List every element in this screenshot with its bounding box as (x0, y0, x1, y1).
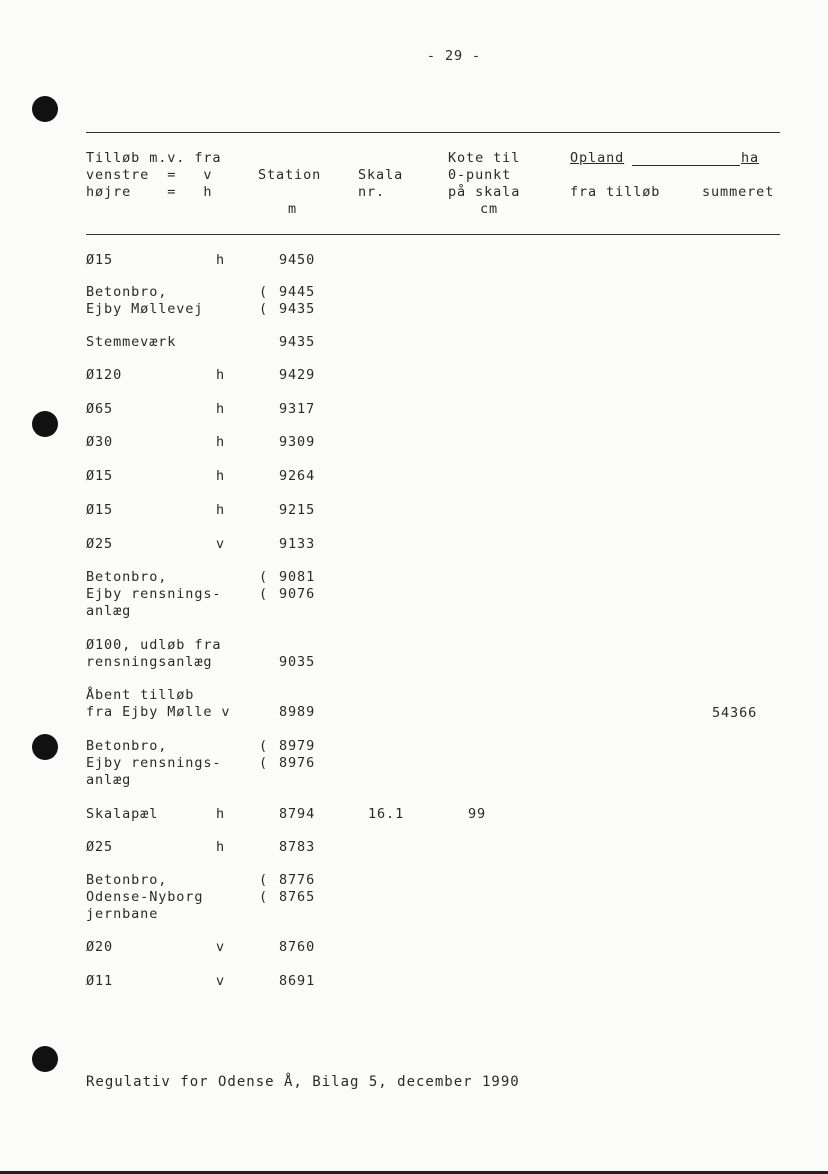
row-name: Åbent tilløb fra Ejby Mølle v (86, 687, 231, 720)
row-paren: ( ( (259, 738, 269, 771)
row-side: h (216, 434, 226, 450)
header-top-rule (86, 132, 780, 133)
row-name: Betonbro, Ejby rensnings- anlæg (86, 738, 222, 788)
row-name: Ø20 (86, 939, 114, 955)
header-opland: Opland (570, 150, 625, 166)
row-skala: 16.1 (368, 806, 405, 822)
row-name: Ø30 (86, 434, 114, 450)
row-station: 9215 (279, 502, 316, 518)
row-station: 9445 9435 (279, 284, 316, 317)
row-side: h (216, 806, 226, 822)
row-name: Ø25 (86, 536, 114, 552)
header-kote: Kote til 0-punkt på skala (448, 150, 521, 200)
row-side: h (216, 839, 226, 855)
row-name: Ø25 (86, 839, 114, 855)
row-name: Stemmeværk (86, 334, 177, 350)
row-paren: ( ( (259, 872, 269, 905)
row-name: Ø15 (86, 468, 114, 484)
row-station: 8776 8765 (279, 872, 316, 905)
row-name: Ø120 (86, 367, 123, 383)
row-side: h (216, 401, 226, 417)
row-station: 9081 9076 (279, 569, 316, 602)
row-side: h (216, 252, 226, 268)
row-name: Betonbro, Ejby Møllevej (86, 284, 204, 317)
row-name: Ø11 (86, 973, 114, 989)
header-skala: Skala nr. (358, 167, 404, 200)
row-paren: ( ( (259, 569, 269, 602)
punch-hole-4 (32, 1046, 58, 1072)
row-station: 8760 (279, 939, 316, 955)
row-station: 8794 (279, 806, 316, 822)
page-number: - 29 - (426, 48, 482, 64)
row-station: 8783 (279, 839, 316, 855)
row-station: 9035 (279, 654, 316, 670)
footer-text: Regulativ for Odense Å, Bilag 5, december 1990 (86, 1074, 520, 1090)
row-side: v (216, 536, 226, 552)
row-station: 9264 (279, 468, 316, 484)
row-name: Ø15 (86, 252, 114, 268)
header-bottom-rule (86, 234, 780, 235)
row-paren: ( ( (259, 284, 269, 317)
row-station: 9450 (279, 252, 316, 268)
row-side: h (216, 367, 226, 383)
row-name: Betonbro, Odense-Nyborg jernbane (86, 872, 204, 922)
header-ha: ha (741, 150, 760, 166)
punch-hole-2 (32, 411, 58, 437)
header-kote-unit: cm (480, 201, 499, 217)
row-side: h (216, 502, 226, 518)
row-station: 9317 (279, 401, 316, 417)
header-station: Station (258, 167, 322, 183)
row-kote: 99 (468, 806, 487, 822)
header-summeret: summeret (702, 184, 775, 200)
header-fra-tillob: fra tilløb (570, 184, 661, 200)
row-station: 8989 (279, 704, 316, 720)
row-name: Ø100, udløb fra rensningsanlæg (86, 637, 222, 670)
row-name: Skalapæl (86, 806, 159, 822)
row-name: Ø65 (86, 401, 114, 417)
row-station: 9429 (279, 367, 316, 383)
row-station: 9309 (279, 434, 316, 450)
header-opland-underline (632, 165, 740, 166)
row-side: v (216, 973, 226, 989)
row-side: v (216, 939, 226, 955)
row-name: Betonbro, Ejby rensnings- anlæg (86, 569, 222, 619)
row-station: 9133 (279, 536, 316, 552)
punch-hole-1 (32, 96, 58, 122)
header-inflow-column: Tilløb m.v. fra venstre = v højre = h (86, 150, 222, 200)
row-name: Ø15 (86, 502, 114, 518)
header-station-unit: m (288, 201, 298, 217)
row-side: h (216, 468, 226, 484)
row-station: 9435 (279, 334, 316, 350)
row-station: 8979 8976 (279, 738, 316, 771)
row-station: 8691 (279, 973, 316, 989)
punch-hole-3 (32, 734, 58, 760)
row-summeret: 54366 (712, 705, 758, 721)
